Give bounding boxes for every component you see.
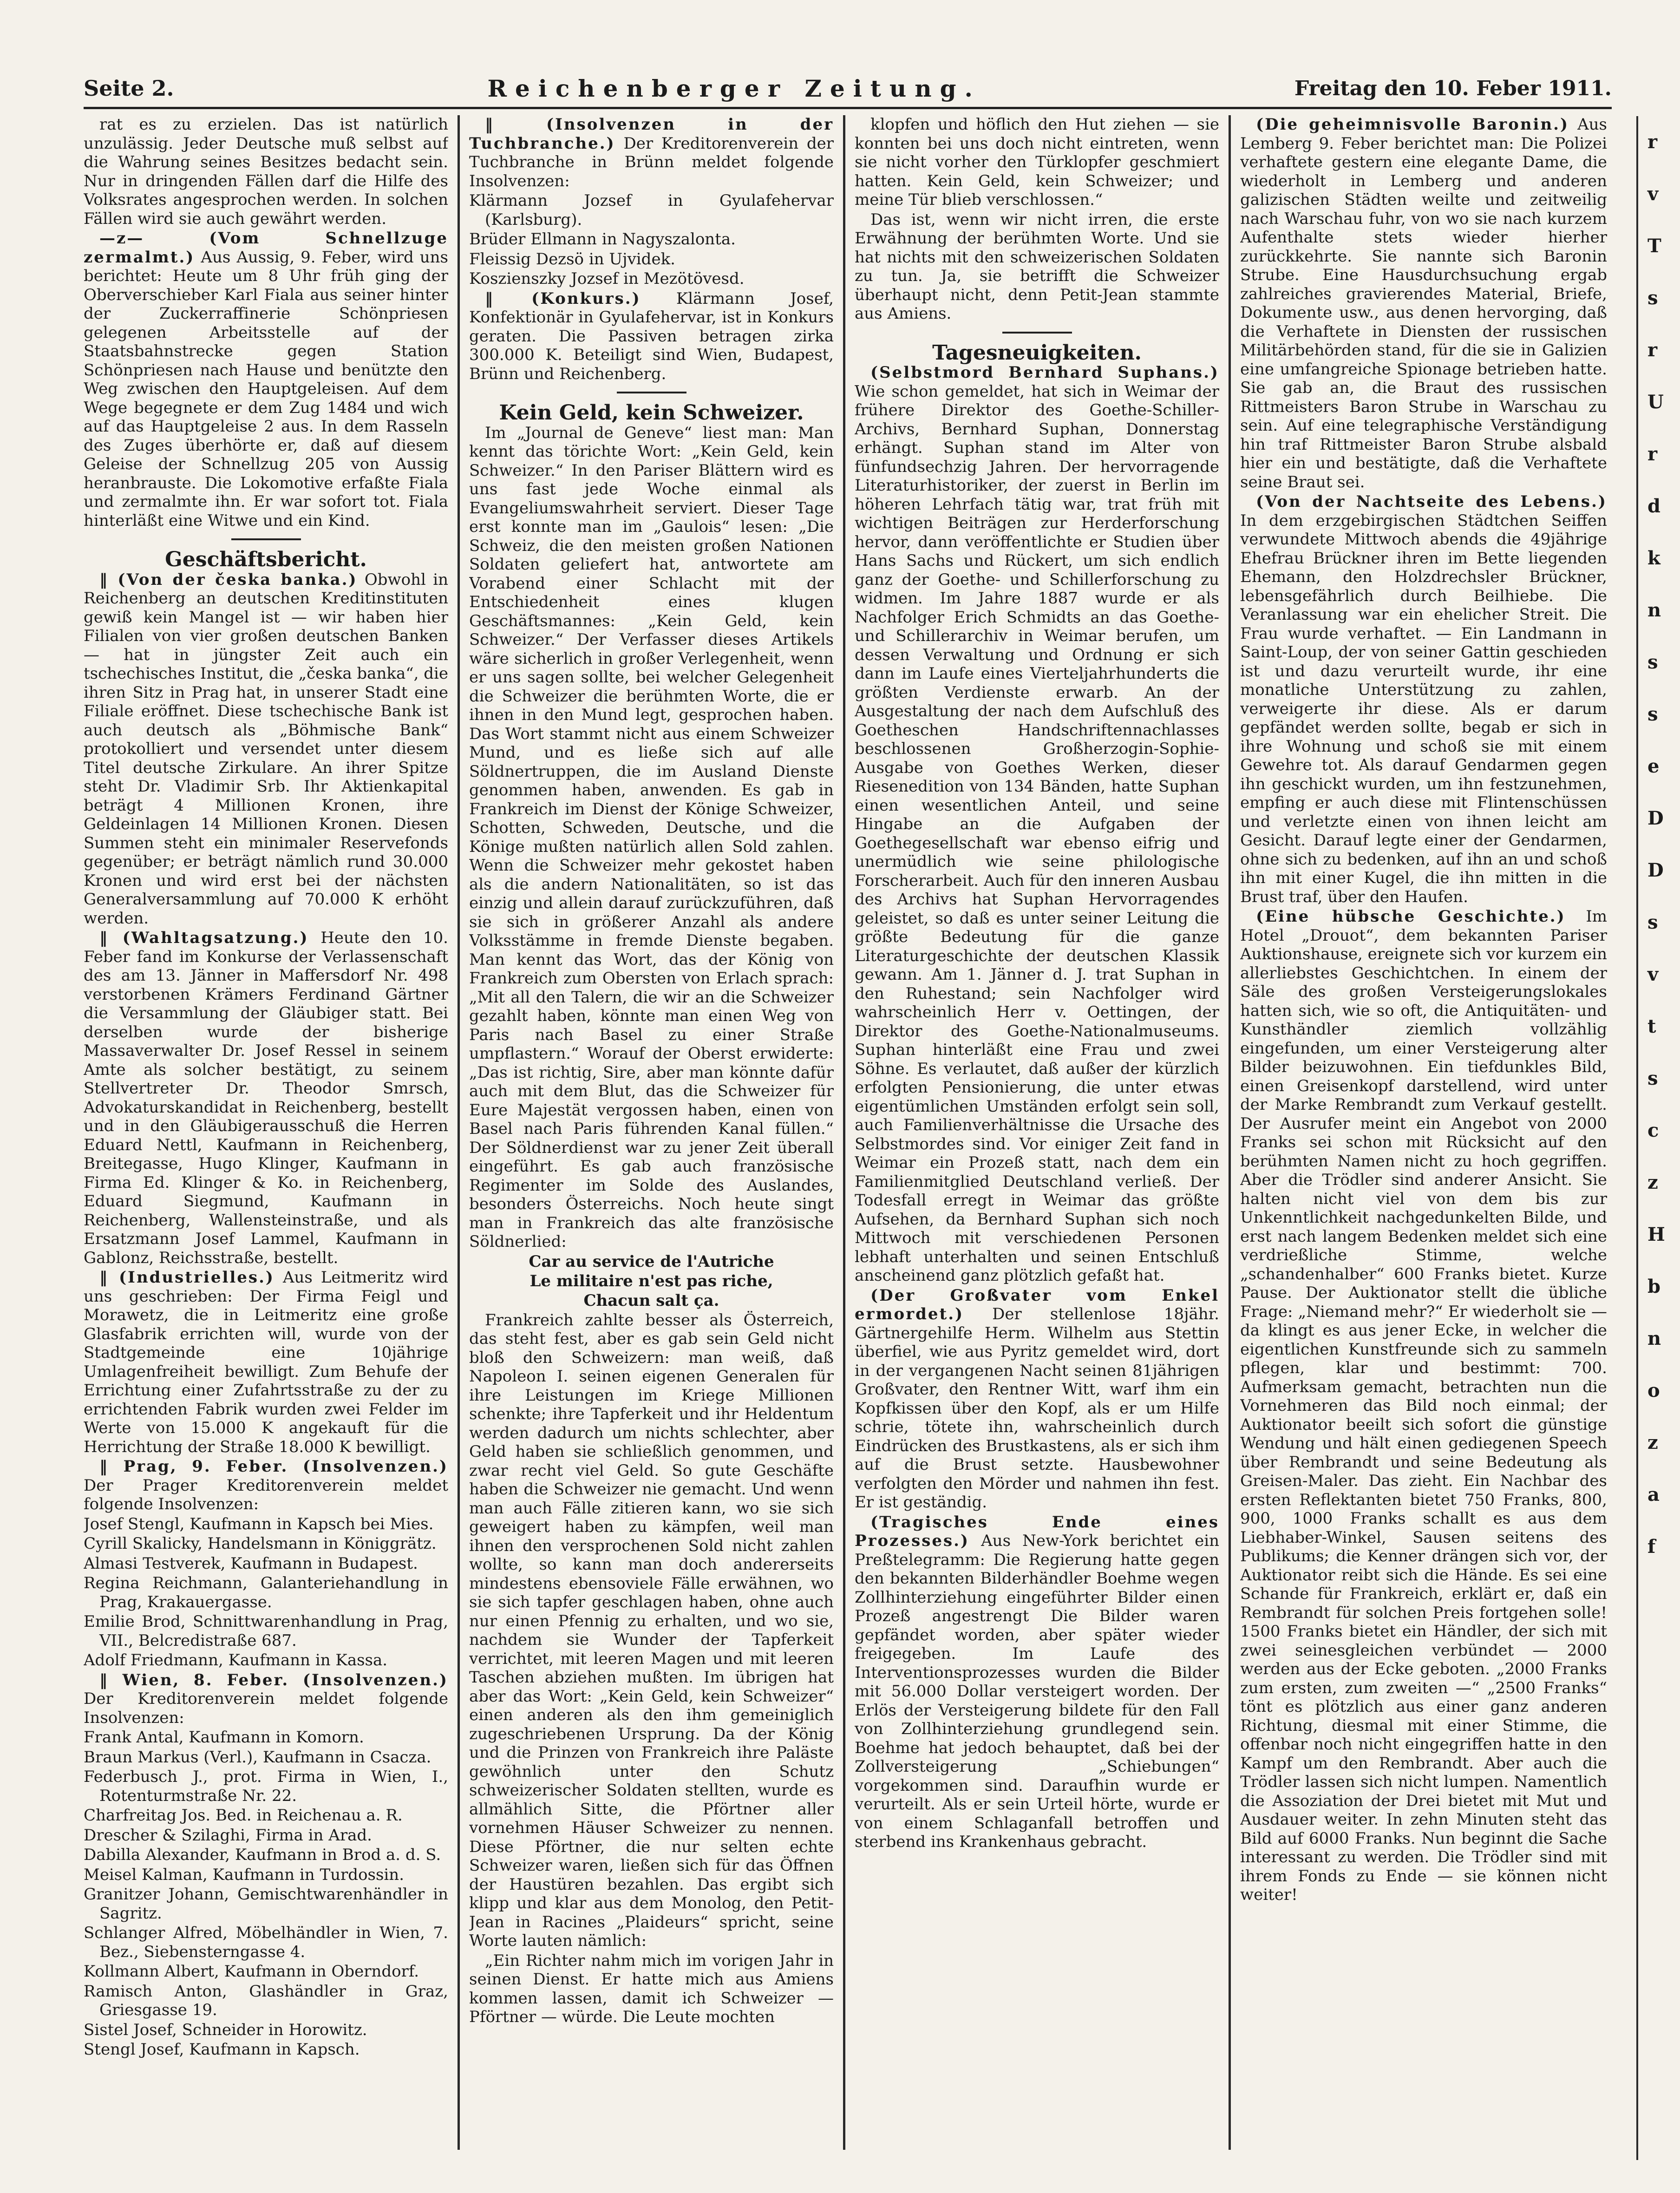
list-item: Dabilla Alexander, Kaufmann in Brod a. d. S.	[84, 1846, 441, 1864]
edge-letter: T	[1647, 235, 1661, 257]
masthead: Reichenberger Zeitung.	[487, 74, 981, 102]
article-text: Frankreich zahlte besser als Österreich, das steht fest, aber es gab sein Geld nicht bloß den Schweizern: man weiß, daß Napoleon I. seinen eigenen Generalen für ihre Leistungen im Kriege Millionen schenkte; ihre Tapferkeit und ihr Heldentum werden dadurch um nichts schlechter, aber Geld haben sie schließlich genommen, und zwar recht viel Geld. So gute Geschäfte haben die Schweizer nie gemacht. Und wenn man auch Fälle zitieren kann, wo sie sich geweigert haben zu kämpfen, weil man ihnen den versprochenen Sold nicht zahlen wollte, so kann man doch andererseits mindestens ebensoviele Fälle erwähnen, wo sie sich tapfer geschlagen haben, ohne auch nur einen Pfennig zu erhalten, und wo sie, nachdem sie Wunder der Tapferkeit verrichtet, mit leeren Magen und mit leeren Taschen abziehen mußten. Im übrigen hat aber das Wort: „Kein Geld, kein Schweizer“ einen anderen als den ihm gemeiniglich zugeschriebenen Ursprung. Da der König und die Prinzen von Frankreich ihre Paläste gewöhnlich unter den Schutz schweizerischer Soldaten stellten, wurde es allmählich Sitte, die Pförtner aller vornehmen Häuser Schweizer zu nennen. Diese Pförtner, die nur selten echte Schweizer waren, ließen sich für das Öffnen der Haustüren bezahlen. Das ergibt sich klipp und klar aus dem Monolog, den Petit-Jean in Racines „Plaideurs“ spricht, seine Worte lauten nämlich:	[469, 1310, 834, 1950]
article-text	[84, 570, 448, 928]
edge-letter: s	[1647, 651, 1658, 673]
insolvency-list	[84, 1728, 448, 2059]
article-text	[84, 229, 448, 530]
article-body: Heute den 10. Feber fand im Konkurse der Verlassenschaft des am 13. Jänner in Maffersdorf Nr. 498 verstorbenen Krämers Ferdinand Gärtner die Versammlung der Gläubiger statt. Bei derselben wurde der bisherige Massaverwalter Dr. Josef Ressel in seinem Amte als solcher bestätigt, zu seinem Stellvertreter Dr. Theodor Smrsch, Advokaturskandidat in Reichenberg, bestellt und in den Gläubigerausschuß die Herren Eduard Nettl, Kaufmann in Reichenberg, Breitegasse, Hugo Klinger, Kaufmann in Firma Ed. Klinger & Ko. in Reichenberg, Eduard Siegmund, Kaufmann in Reichenberg, Wallensteinstraße, und als Ersatzmann Josef Lammel, Kaufmann in Gablonz, Reichsstraße, bestellt.	[84, 929, 448, 1267]
article-text	[84, 1671, 448, 1728]
article-body: Aus Leitmeritz wird uns geschrieben: Der Firma Feigl und Morawetz, die in Leitmeritz eine große Glasfabrik errichten will, wurde von der Stadtgemeinde eine 10jährige Umlagenfreiheit bewilligt. Zum Behufe der Errichtung einer Zufahrtsstraße zu der zu errichtenden Fabrik wurden zwei Felder im Werte von 15.000 K angekauft für die Herrichtung der Straße 18.000 K bewilligt.	[84, 1268, 448, 1456]
article-head: ‖ (Konkurs.)	[485, 289, 641, 308]
article-text: rat es zu erzielen. Das ist natürlich unzulässig. Jeder Deutsche muß selbst auf die Wahrung seines Besitzes bedacht sein. Nur in dringenden Fällen darf die Hilfe des Volksrates angesprochen werden. In solchen Fällen wird sie auch gewährt werden.	[84, 115, 448, 228]
separator	[1002, 332, 1072, 334]
page-header	[84, 70, 1612, 109]
list-item: Josef Stengl, Kaufmann in Kapsch bei Mies.	[84, 1514, 434, 1533]
article-text	[469, 115, 834, 190]
article-text	[1240, 492, 1607, 906]
article-text	[855, 1513, 1219, 1852]
edge-letter: f	[1647, 1536, 1656, 1558]
section-title: Tagesneuigkeiten.	[932, 340, 1142, 365]
verse-line: Car au service de l'Autriche	[529, 1252, 774, 1271]
list-item: Cyrill Skalicky, Handelsmann in Königgrätz.	[84, 1534, 437, 1553]
article-head: (Von der Nachtseite des Lebens.)	[1256, 492, 1607, 511]
article-text	[855, 1286, 1219, 1512]
article-text	[1240, 907, 1607, 1905]
list-item: Regina Reichmann, Galanteriehandlung in Prag, Krakauergasse.	[84, 1574, 448, 1611]
column-2	[469, 115, 834, 2150]
column-rule	[458, 115, 460, 2150]
edge-letter: s	[1647, 911, 1658, 933]
edge-letter: U	[1647, 391, 1664, 413]
edge-letter: D	[1647, 859, 1664, 881]
list-item: Meisel Kalman, Kaufmann in Turdossin.	[84, 1865, 405, 1884]
edge-letter: z	[1647, 1172, 1658, 1193]
article-text: Im „Journal de Geneve“ liest man: Man kennt das törichte Wort: „Kein Geld, kein Schweizer.“ In den Pariser Blättern wird es uns fast jede Woche einmal als Evangeliumswahrheit serviert. Dieser Tage erst konnte man im „Gaulois“ lesen: „Die Schweiz, die den meisten großen Nationen Soldaten geliefert hat, antwortete am Vorabend einer Schlacht mit der Entschiedenheit eines klugen Geschäftsmannes: „Kein Geld, kein Schweizer.“ Der Verfasser dieses Artikels wäre sicherlich in großer Verlegenheit, wenn er uns sagen sollte, bei welcher Gelegenheit die Schweizer die berühmten Worte, die er ihnen in den Mund legt, gesprochen haben. Das Wort stammt nicht aus einem Schweizer Mund, und es ließe sich auf alle Söldnertruppen, die im Ausland Dienste genommen haben, anwenden. Es gab in Frankreich im Dienst der Könige Schweizer, Schotten, Schweden, Deutsche, und die Könige mußten natürlich allen Sold zahlen. Wenn die Schweizer mehr gekostet haben als die andern Nationalitäten, so ist das einzig und allein darauf zurückzuführen, daß sie sich in größerer Anzahl als andere Volksstämme in fremde Dienste begaben. Man kennt das Wort, das der König von Frankreich zum Obersten von Erlach sprach: „Mit all den Talern, die wir an die Schweizer gezahlt haben, könnte man einen Weg von Paris nach Basel zu einer Straße umpflastern.“ Worauf der Oberst erwiderte: „Das ist richtig, Sire, aber man könnte dafür auch mit dem Blut, das die Schweizer für Eure Majestät vergossen haben, einen von Basel nach Paris führenden Kanal füllen.“ Der Söldnerdienst war zu jener Zeit überall eingeführt. Es gab auch französische Regimenter im Solde des Auslandes, besonders Österreichs. Noch heute singt man in Frankreich das alte französische Söldnerlied:	[469, 423, 834, 1251]
list-item: Almasi Testverek, Kaufmann in Budapest.	[84, 1554, 418, 1573]
section-title: Geschäftsbericht.	[165, 548, 367, 571]
article-body: In dem erzgebirgischen Städtchen Seiffen verwundete Mittwoch abends die 49jährige Ehefrau Brückner ihren im Bette liegenden Ehemann, den Holzdrechsler Brückner, lebensgefährlich durch Beilhiebe. Die Veranlassung war ein ehelicher Streit. Die Frau wurde verhaftet. — Ein Landmann in Saint-Loup, der von seiner Gattin geschieden ist und dazu verurteilt wurde, ihr eine monatliche Unterstützung zu zahlen, verweigerte ihr diese. Als er darum gepfändet werden sollte, begab er sich in ihre Wohnung und schoß sie mit einem Gewehre tot. Als darauf Gendarmen gegen ihn geschickt wurden, um ihn festzunehmen, empfing er auch diese mit Flintenschüssen und verletzte einen von ihnen leicht am Gesicht. Darauf legte einer der Gendarmen, ohne sich zu bedenken, auf ihn an und schoß ihn mit einer Kugel, die ihn mitten in die Brust traf, über den Haufen.	[1240, 511, 1607, 906]
edge-letter: z	[1647, 1432, 1658, 1453]
article-body: Im Hotel „Drouot“, dem bekannten Pariser Auktionshause, ereignete sich vor kurzem ein allerliebstes Geschichtchen. In einem der Säle des großen Versteigerungslokales hatten sich, wie so oft, die Antiquitäten- und Kunsthändler ziemlich vollzählig eingefunden, um einer Versteigerung alter Bilder beizuwohnen. Ein tiefdunkles Bild, einen Greisenkopf darstellend, wird unter der Marke Rembrandt zum Verkauf gestellt. Der Ausrufer meint ein Angebot von 2000 Franks sei schon mit Rücksicht auf den berühmten Namen nicht zu hoch gegriffen. Aber die Trödler sind anderer Ansicht. Sie halten nicht viel von dem bis zur Unkenntlichkeit nachgedunkelten Bilde, und erst nach langem Bedenken meldet sich eine verdrießliche Stimme, welche „schandenhalber“ 600 Franks bietet. Kurze Pause. Der Auktionator stellt die übliche Frage: „Niemand mehr?“ Er wiederholt sie — da klingt es aus jener Ecke, in welcher die eigentlichen Kunstfreunde sich zu sammeln pflegen, klar und bestimmt: 700. Aufmerksam gemacht, betrachten nun die Vornehmeren das Bild noch einmal; der Auktionator beeilt sich sofort die günstige Wendung und hält einen gediegenen Speech über Rembrandt und seine Bedeutung als Greisen-Maler. Das zieht. Ein Nachbar des ersten Reflektanten bietet 750 Franks, 800, 900, 1000 Franks schallt es aus dem Liebhaber-Winkel, Sausen seitens des Publikums; die Kenner drängen sich vor, der Auktionator reibt sich die Hände. Es sei eine Schande für Frankreich, erklärt er, daß ein Rembrandt für solchen Preis fortgehen solle! 1500 Franks bietet ein Händler, der sich mit zwei seinesgleichen verbündet — 2000 werden aus der Ecke geboten. „2000 Franks zum ersten, zum zweiten —“ „2500 Franks“ tönt es plötzlich aus einer ganz anderen Richtung, diesmal mit einer Stimme, die offenbar noch nicht eingegriffen hatte in den Kampf um den Rembrandt. Aber auch die Trödler lassen sich nicht lumpen. Namentlich die Assoziation der Drei bietet mit Mut und Ausdauer weiter. In zehn Minuten steht das Bild auf 6000 Franks. Nun beginnt die Sache interessant zu werden. Die Trödler sind mit ihrem Fonds zu Ende — sie können nicht weiter!	[1240, 907, 1607, 1904]
edge-letter: H	[1647, 1224, 1665, 1245]
separator	[617, 392, 686, 393]
edge-letter: d	[1647, 495, 1660, 517]
article-head: ‖ (Wahltagsatzung.)	[99, 929, 309, 947]
list-item: Schlanger Alfred, Möbelhändler in Wien, 7. Bez., Siebensterngasse 4.	[84, 1924, 448, 1961]
article-text	[1240, 115, 1607, 491]
edge-letter: t	[1647, 1015, 1656, 1037]
edge-letter: s	[1647, 703, 1658, 725]
issue-date: Freitag den 10. Feber 1911.	[1294, 76, 1612, 100]
article-head: ‖ Prag, 9. Feber. (Insolvenzen.)	[99, 1457, 448, 1476]
edge-letter: a	[1647, 1484, 1660, 1506]
article-body: Der Kreditorenverein meldet folgende Insolvenzen:	[84, 1689, 448, 1727]
list-item: Stengl Josef, Kaufmann in Kapsch.	[84, 2040, 360, 2059]
verse-line: Le militaire n'est pas riche,	[529, 1271, 773, 1290]
edge-letter: o	[1647, 1380, 1660, 1401]
article-text	[84, 929, 448, 1267]
list-item: Brüder Ellmann in Nagyszalonta.	[469, 230, 736, 249]
insolvency-list	[469, 191, 834, 288]
article-head: ‖ (Insolvenzen in der Tuchbranche.)	[469, 115, 834, 153]
article-head: ‖ Wien, 8. Feber. (Insolvenzen.)	[99, 1670, 448, 1689]
edge-letter: e	[1647, 755, 1660, 777]
list-item: Drescher & Szilaghi, Firma in Arad.	[84, 1826, 372, 1845]
article-head: (Tragisches Ende eines Prozesses.)	[855, 1512, 1219, 1550]
article-text: „Ein Richter nahm mich im vorigen Jahr in seinen Dienst. Er hatte mich aus Amiens kommen lassen, damit ich Schweizer — Pförtner — würde. Die Leute mochten	[469, 1951, 834, 2026]
column-rule	[843, 115, 845, 2150]
article-body: Obwohl in Reichenberg an deutschen Kreditinstituten gewiß kein Mangel ist — wir haben hier Filialen von vier großen deutschen Banken — hat in jüngster Zeit auch ein tschechisches Institut, die „česka banka“, die ihren Sitz in Prag hat, in unserer Stadt eine Filiale eröffnet. Diese tschechische Bank ist auch deutsch als „Böhmische Bank“ protokolliert und versendet unter diesem Titel deutsche Zirkulare. An ihrer Spitze steht Dr. Vladimir Srb. Ihr Aktienkapital beträgt 4 Millionen Kronen, ihre Geldeinlagen 14 Millionen Kronen. Diesen Summen steht ein minimaler Reservefonds gegenüber; er beträgt nämlich rund 30.000 Kronen und wird erst bei der nächsten Generalversammlung auf 70.000 K erhöht werden.	[84, 570, 448, 928]
edge-letter: s	[1647, 287, 1658, 309]
list-item: Emilie Brod, Schnittwarenhandlung in Prag, VII., Belcredistraße 687.	[84, 1612, 448, 1650]
list-item: Adolf Friedmann, Kaufmann in Kassa.	[84, 1651, 388, 1669]
article-text	[469, 289, 834, 384]
list-item: Klärmann Jozsef in Gyulafehervar (Karlsburg).	[469, 191, 834, 229]
edge-letter: v	[1647, 183, 1659, 205]
column-4	[1240, 115, 1607, 2150]
article-text	[84, 1457, 448, 1514]
separator	[231, 538, 301, 540]
article-body: Aus New-York berichtet ein Preßtelegramm: Die Regierung hatte gegen den bekannten Bilderhändler Boehme wegen Zollhinterziehung eingeführter Bilder einen Prozeß angestrengt Die Bilder waren gepfändet worden, aber später wieder freigegeben. Im Laufe des Interventionsprozesses wurden die Bilder mit 56.000 Dollar versteigert worden. Der Erlös der Versteigerung bildete für den Fall von Zollhinterziehung grundlegend sein. Boehme hat jedoch behauptet, daß bei der Zollversteigerung „Schiebungen“ vorgekommen sind. Daraufhin wurde er verurteilt. Als er sein Urteil hörte, wurde er von einem Schlaganfall betroffen und sterbend ins Krankenhaus gebracht.	[855, 1532, 1219, 1851]
article-head: ‖ (Von der česka banka.)	[99, 570, 358, 589]
page-number: Seite 2.	[84, 76, 174, 101]
section-title: Kein Geld, kein Schweizer.	[499, 401, 804, 425]
article-text	[855, 363, 1219, 1285]
edge-letter: r	[1647, 131, 1658, 153]
list-item: Kollmann Albert, Kaufmann in Oberndorf.	[84, 1962, 419, 1981]
edge-letter: r	[1647, 339, 1658, 361]
edge-letter: D	[1647, 807, 1664, 829]
list-item: Sistel Josef, Schneider in Horowitz.	[84, 2020, 367, 2039]
list-item: Braun Markus (Verl.), Kaufmann in Csacza.	[84, 1748, 431, 1767]
list-item: Fleissig Dezsö in Ujvidek.	[469, 249, 675, 268]
list-item: Ramisch Anton, Glashändler in Graz, Griesgasse 19.	[84, 1982, 448, 2019]
columns	[84, 115, 1612, 2150]
article-body: Aus Lemberg 9. Feber berichtet man: Die Polizei verhaftete gestern eine elegante Dame, die wiederholt in Lemberg und anderen galizischen Städten weilte und zeitweilig nach Warschau fuhr, von wo sie nach kurzem Aufenthalte stets wieder hierher zurückkehrte. Sie nannte sich Baronin Strube. Eine Hausdurchsuchung ergab zahlreiches gravierendes Material, Briefe, Dokumente usw., aus denen hervorging, daß die Verhaftete in Diensten der russischen Militärbehörden stand, für die sie in Galizien eine umfangreiche Spionage betrieben hatte. Sie gab an, die Braut des russischen Rittmeisters Baron Strube in Warschau zu sein. Auf eine telegraphische Verständigung hin traf Rittmeister Baron Strube alsbald hier ein und bestätigte, daß die Verhaftete seine Braut sei.	[1240, 115, 1607, 491]
article-head: (Eine hübsche Geschichte.)	[1256, 907, 1566, 926]
list-item: Charfreitag Jos. Bed. in Reichenau a. R.	[84, 1806, 403, 1825]
article-body: Der Kreditorenverein der Tuchbranche in Brünn meldet folgende Insolvenzen:	[469, 134, 834, 190]
edge-letter: s	[1647, 1067, 1658, 1089]
article-body: Der stellenlose 18jähr. Gärtnergehilfe Herm. Wilhelm aus Stettin überfiel, wie aus Pyritz gemeldet wird, dort in der vergangenen Nacht seinen 81jährigen Großvater, den Rentner Witt, warf ihm ein Kopfkissen über den Kopf, als er um Hilfe schrie, tötete ihn, wahrscheinlich durch Eindrücken des Brustkastens, als er sich ihm auf die Brust setzte. Hausbewohner verfolgten den Mörder und nahmen ihn fest. Er ist geständig.	[855, 1305, 1219, 1512]
edge-letter: r	[1647, 443, 1658, 465]
edge-letter: k	[1647, 547, 1660, 569]
article-body: Der Prager Kreditorenverein meldet folgende Insolvenzen:	[84, 1476, 448, 1513]
column-1	[84, 115, 448, 2150]
adjacent-page-edge	[1636, 116, 1680, 2160]
article-head: (Selbstmord Bernhard Suphans.)	[870, 363, 1219, 382]
edge-letter: n	[1647, 1328, 1661, 1349]
list-item: Koszienszky Jozsef in Mezötövesd.	[469, 269, 745, 288]
article-head: —z— (Vom Schnellzuge zermalmt.)	[84, 229, 448, 267]
edge-letter: c	[1647, 1119, 1659, 1141]
column-rule	[1229, 115, 1231, 2150]
article-text: klopfen und höflich den Hut ziehen — sie konnten bei uns doch nicht eintreten, wenn sie nicht vorher den Türklopfer geschmiert hatten. Kein Geld, kein Schweizer; und meine Tür blieb verschlossen.“	[855, 115, 1219, 209]
article-body: Aus Aussig, 9. Feber, wird uns berichtet: Heute um 8 Uhr früh ging der Oberverschieber Karl Fiala aus seiner hinter der Zuckerraffinerie Schönpriesen gelegenen Arbeitsstelle auf der Staatsbahnstrecke gegen Station Schönpriesen nach Hause und benützte den Weg zwischen den Hauptgeleisen. Auf dem Wege begegnete er dem Zug 1484 und wich auf das Hauptgeleise 2 aus. In dem Rasseln des Zuges überhörte er, daß auf diesem Geleise der Schnellzug 205 von Aussig heranbrauste. Die Lokomotive erfaßte Fiala und zermalmte ihn. Er war sofort tot. Fiala hinterläßt eine Witwe und ein Kind.	[84, 248, 448, 530]
article-head: (Der Großvater vom Enkel ermordet.)	[855, 1286, 1219, 1323]
edge-letter: n	[1647, 599, 1661, 621]
article-body: Klärmann Josef, Konfektionär in Gyulafehervar, ist in Konkurs geraten. Die Passiven betragen zirka 300.000 K. Beteiligt sind Wien, Budapest, Brünn und Reichenberg.	[469, 289, 834, 383]
article-text	[84, 1268, 448, 1456]
edge-letter: v	[1647, 963, 1659, 985]
insolvency-list	[84, 1515, 448, 1670]
article-head: (Die geheimnisvolle Baronin.)	[1256, 115, 1569, 134]
list-item: Federbusch J., prot. Firma in Wien, I., Rotenturmstraße Nr. 22.	[84, 1767, 448, 1805]
list-item: Granitzer Johann, Gemischtwarenhändler in Sagritz.	[84, 1885, 448, 1923]
edge-letter: b	[1647, 1276, 1660, 1297]
newspaper-page	[84, 70, 1612, 2160]
article-body: Wie schon gemeldet, hat sich in Weimar der frühere Direktor des Goethe-Schiller-Archivs, Bernhard Suphan, Donnerstag erhängt. Suphan stand im Alter von fünfundsechzig Jahren. Der hervorragende Literaturhistoriker, der zuerst in Berlin im höheren Lehrfach tätig war, trat früh mit wichtigen Beiträgen zur Herderforschung hervor, dann veröffentlichte er Studien über Hans Sachs und Rückert, um sich endlich ganz der Goethe- und Schillerforschung zu widmen. Im Jahre 1887 wurde er als Nachfolger Erich Schmidts an das Goethe- und Schillerarchiv in Weimar berufen, um dessen Verwaltung und Ordnung er sich dann im Laufe eines Vierteljahrhunderts die größten Verdienste erwarb. An der Ausgestaltung der nach dem Aufschluß des Goetheschen Handschriftennachlasses beschlossenen Großherzogin-Sophie-Ausgabe von Goethes Werken, dieser Riesenedition von 134 Bänden, hatte Suphan einen wesentlichen Anteil, und seine Hingabe an die Aufgaben der Goethegesellschaft war ebenso eifrig und unermüdlich wie seine philologische Forscherarbeit. Auch für den inneren Ausbau des Archivs hat Suphan Hervorragendes geleistet, so daß es unter seiner Leitung die größte Bedeutung für die ganze Literaturgeschichte der deutschen Klassik gewann. Am 1. Jänner d. J. trat Suphan in den Ruhestand; sein Nachfolger wird wahrscheinlich Herr v. Oettingen, der Direktor des Goethe-Nationalmuseums. Suphan hinterläßt eine Frau und zwei Söhne. Es verlautet, daß außer der kürzlich erfolgten Pensionierung, die unter etwas eigentümlichen Umständen erfolgt sein soll, auch Familienverhältnisse die Ursache des Selbstmordes sind. Vor einiger Zeit fand in Weimar ein Prozeß statt, nach dem ein Familienmitglied Deutschland verließ. Der Todesfall erregt in Weimar das größte Aufsehen, da Bernhard Suphan sich noch Mittwoch mit verschiedenen Personen lebhaft unterhalten und seinen Entschluß anscheinend ganz plötzlich gefaßt hat.	[855, 382, 1219, 1285]
verse-line: Chacun salt ça.	[583, 1291, 719, 1310]
article-text: Das ist, wenn wir nicht irren, die erste Erwähnung der berühmten Worte. Und sie hat nichts mit den schweizerischen Soldaten zu tun. Ja, sie betrifft die Schweizer überhaupt nicht, denn Petit-Jean stammte aus Amiens.	[855, 210, 1219, 323]
list-item: Frank Antal, Kaufmann in Komorn.	[84, 1728, 364, 1747]
column-3	[855, 115, 1219, 2150]
article-head: ‖ (Industrielles.)	[99, 1268, 275, 1287]
